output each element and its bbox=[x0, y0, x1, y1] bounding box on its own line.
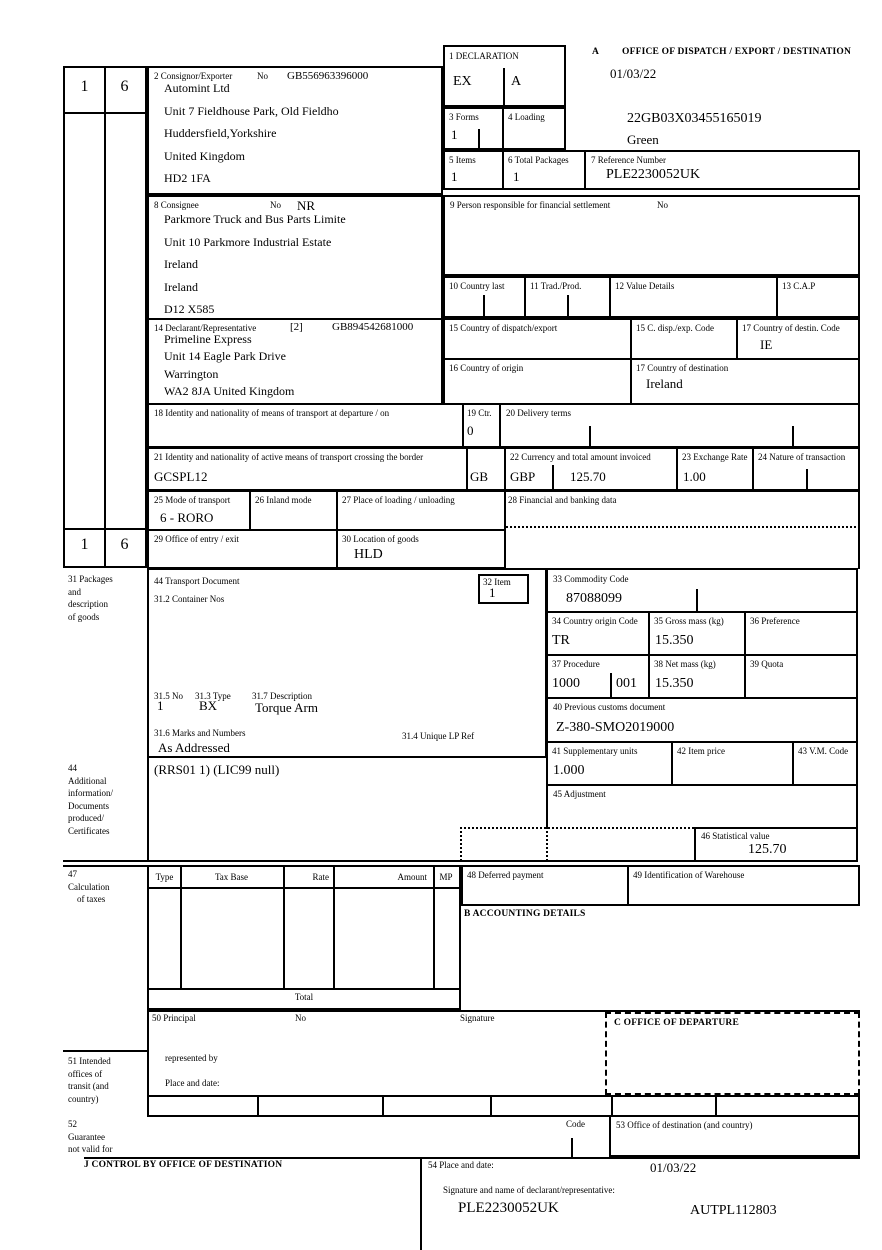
cell-divider bbox=[382, 1097, 384, 1115]
box-19-value: 0 bbox=[467, 423, 474, 438]
box-39-quota bbox=[744, 654, 858, 699]
tax-col-mp: MP bbox=[439, 872, 453, 882]
box-24-nature-transaction bbox=[752, 447, 860, 491]
box-12-value-details bbox=[609, 276, 778, 318]
copy-number-panel bbox=[63, 66, 147, 568]
box-15c-label: 15 C. disp./exp. Code bbox=[636, 323, 714, 333]
address-line: Automint Ltd bbox=[164, 81, 230, 95]
box-34-label: 34 Country origin Code bbox=[552, 616, 638, 626]
box-30-location-goods bbox=[336, 529, 506, 569]
box-17-label: 17 Country of destination bbox=[636, 363, 729, 373]
box-32-label: 32 Item bbox=[483, 577, 511, 587]
box-31-7-label: 31.7 Description bbox=[252, 691, 312, 701]
box-4-label: 4 Loading bbox=[508, 112, 545, 122]
box-7-label: 7 Reference Number bbox=[591, 155, 666, 165]
box-28-financial-banking bbox=[504, 490, 860, 569]
box-14-label: 14 Declarant/Representative bbox=[154, 323, 257, 333]
box-3-label: 3 Forms bbox=[449, 112, 479, 122]
box-29-label: 29 Office of entry / exit bbox=[154, 534, 240, 544]
consignor-address bbox=[164, 81, 339, 194]
tax-total-label: Total bbox=[294, 992, 314, 1002]
address-line: Ireland bbox=[164, 279, 198, 294]
box-47-tax-table bbox=[147, 865, 461, 1010]
box-31-side-label: 31 Packages and description of goods bbox=[68, 574, 113, 622]
tick bbox=[567, 295, 569, 316]
place-date-label: Place and date: bbox=[165, 1078, 220, 1088]
tick bbox=[571, 1138, 573, 1157]
box-31-5-value: 1 bbox=[157, 698, 164, 713]
dispatch-date: 01/03/22 bbox=[610, 66, 657, 81]
section-a-title: OFFICE OF DISPATCH / EXPORT / DESTINATION bbox=[622, 47, 852, 57]
cell-divider bbox=[490, 1097, 492, 1115]
box-46-statistical-value bbox=[694, 827, 858, 862]
col-divider bbox=[433, 867, 435, 988]
box-1-label: 1 DECLARATION bbox=[449, 51, 519, 61]
divider bbox=[503, 68, 505, 105]
copy-number-bottom-left: 1 bbox=[80, 536, 89, 553]
box-17c-value: IE bbox=[760, 337, 773, 352]
dotted-divider bbox=[460, 827, 462, 861]
box-10-label: 10 Country last bbox=[449, 281, 505, 291]
box-31-3-value: BX bbox=[199, 698, 218, 713]
box-27-label: 27 Place of loading / unloading bbox=[342, 495, 455, 505]
header-divider bbox=[149, 887, 459, 889]
box-26-label: 26 Inland mode bbox=[255, 495, 312, 505]
box-35-value: 15.350 bbox=[655, 633, 694, 648]
address-line: Unit 14 Eagle Park Drive bbox=[164, 349, 286, 364]
consignor-eori: GB556963396000 bbox=[287, 70, 369, 82]
address-line: Huddersfield,Yorkshire bbox=[164, 126, 277, 140]
box-17c-destination-code bbox=[736, 318, 860, 360]
box-49-label: 49 Identification of Warehouse bbox=[633, 870, 745, 880]
box-7-reference-number bbox=[584, 150, 860, 190]
box-37-value1: 1000 bbox=[552, 676, 580, 691]
item-section-bottom-rule bbox=[63, 860, 858, 862]
box-43-vm-code bbox=[792, 741, 858, 786]
rule bbox=[420, 1157, 422, 1250]
address-line: D12 X585 bbox=[164, 302, 215, 316]
address-line: Warrington bbox=[164, 366, 219, 381]
box-6-label: 6 Total Packages bbox=[508, 155, 569, 165]
box-33-value: 87088099 bbox=[566, 591, 622, 606]
box-24-label: 24 Nature of transaction bbox=[758, 452, 846, 462]
box-28-label: 28 Financial and banking data bbox=[508, 495, 617, 505]
declaration-type: EX bbox=[453, 74, 472, 89]
box-45-adjustment bbox=[546, 784, 858, 828]
box-48-label: 48 Deferred payment bbox=[467, 870, 544, 880]
box-17-value: Ireland bbox=[646, 376, 683, 391]
box-52-guarantee-label: 52 Guarantee not valid for bbox=[68, 1119, 113, 1155]
tick bbox=[792, 426, 794, 446]
box-22-amount: 125.70 bbox=[570, 469, 606, 484]
box-29-office-entry-exit bbox=[147, 529, 338, 569]
col-divider bbox=[180, 867, 182, 988]
box-13-label: 13 C.A.P bbox=[782, 281, 816, 291]
box-37-procedure bbox=[546, 654, 650, 699]
box-51-transit-cells bbox=[147, 1095, 860, 1117]
box-38-value: 15.350 bbox=[655, 676, 694, 691]
cell-divider bbox=[257, 1097, 259, 1115]
tick bbox=[696, 589, 698, 611]
authorisation-number: AUTPL112803 bbox=[690, 1203, 777, 1218]
tick bbox=[589, 426, 591, 446]
box-45-label: 45 Adjustment bbox=[553, 789, 606, 799]
box-21-identity: GCSPL12 bbox=[154, 469, 208, 484]
address-line: HD2 1FA bbox=[164, 171, 211, 185]
box-2-consignor bbox=[147, 66, 443, 195]
box-11-label: 11 Trad./Prod. bbox=[530, 281, 582, 291]
declarant-eori: GB894542681000 bbox=[332, 321, 414, 333]
box-33-commodity-code bbox=[546, 568, 858, 613]
box-19-label: 19 Ctr. bbox=[467, 408, 492, 418]
total-row-divider bbox=[149, 988, 459, 990]
dotted-divider bbox=[460, 827, 694, 829]
box-20-delivery-terms bbox=[499, 403, 860, 448]
box-27-place-loading bbox=[336, 490, 506, 531]
divider bbox=[104, 68, 106, 566]
represented-by-label: represented by bbox=[165, 1053, 218, 1063]
divider bbox=[610, 673, 612, 697]
box-54-date: 01/03/22 bbox=[650, 1160, 697, 1175]
section-b-title: B ACCOUNTING DETAILS bbox=[464, 909, 586, 919]
box-31-6-label: 31.6 Marks and Numbers bbox=[154, 728, 246, 738]
copy-number-top-right: 6 bbox=[120, 78, 129, 95]
tick bbox=[478, 129, 480, 148]
box-25-mode-transport bbox=[147, 490, 251, 531]
box-8-label: 8 Consignee bbox=[154, 200, 199, 210]
box-16-country-origin bbox=[443, 358, 632, 405]
box-36-label: 36 Preference bbox=[750, 616, 800, 626]
divider bbox=[65, 528, 145, 530]
routing-status: Green bbox=[627, 132, 659, 147]
box-31-3-label: 31.3 Type bbox=[195, 691, 231, 701]
box-19-ctr bbox=[462, 403, 501, 448]
box-53-label: 53 Office of destination (and country) bbox=[616, 1120, 753, 1130]
box-50-signature-label: Signature bbox=[460, 1013, 495, 1023]
box-13-cap bbox=[776, 276, 860, 318]
box-9-label: 9 Person responsible for financial settlement bbox=[450, 200, 611, 210]
box-41-label: 41 Supplementary units bbox=[552, 746, 638, 756]
box-31-5-label: 31.5 No bbox=[154, 691, 183, 701]
box-4-loading bbox=[502, 107, 566, 150]
box-54-signature-label: Signature and name of declarant/representative: bbox=[443, 1185, 615, 1195]
box-21-active-transport bbox=[147, 447, 506, 491]
box-15-label: 15 Country of dispatch/export bbox=[449, 323, 558, 333]
box-2-no-label: No bbox=[257, 71, 268, 81]
rule bbox=[63, 1050, 147, 1052]
box-49-warehouse bbox=[627, 865, 860, 906]
box-48-deferred-payment bbox=[461, 865, 629, 906]
box-37-value2: 001 bbox=[616, 676, 637, 691]
box-38-net-mass bbox=[648, 654, 746, 699]
box-8-consignee bbox=[147, 195, 443, 320]
box-44-side-label: 44 Additional information/ Documents produced/ Certificates bbox=[68, 763, 113, 836]
box-5-label: 5 Items bbox=[449, 155, 476, 165]
box-35-label: 35 Gross mass (kg) bbox=[654, 616, 724, 626]
box-23-exchange-rate bbox=[676, 447, 754, 491]
box-1-declaration bbox=[443, 45, 566, 107]
rule bbox=[63, 865, 147, 867]
box-36-preference bbox=[744, 611, 858, 656]
box-38-label: 38 Net mass (kg) bbox=[654, 659, 716, 669]
mrn-number: 22GB03X03455165019 bbox=[627, 111, 762, 126]
box-50-no-label: No bbox=[295, 1013, 306, 1023]
box-22-currency-amount bbox=[504, 447, 678, 491]
box-22-label: 22 Currency and total amount invoiced bbox=[510, 452, 651, 462]
copy-number-top-left: 1 bbox=[80, 78, 89, 95]
tax-col-amount: Amount bbox=[397, 872, 427, 882]
box-15c-dispatch-code bbox=[630, 318, 738, 360]
address-line: Parkmore Truck and Bus Parts Limite bbox=[164, 212, 346, 226]
box-31-2-label: 31.2 Container Nos bbox=[154, 594, 225, 604]
box-18-transport-departure bbox=[147, 403, 464, 448]
section-a-letter: A bbox=[592, 47, 600, 57]
box-43-label: 43 V.M. Code bbox=[798, 746, 849, 756]
box-37-label: 37 Procedure bbox=[552, 659, 600, 669]
box-21-label: 21 Identity and nationality of active means of transport crossing the border bbox=[154, 452, 424, 462]
box-31-4-label: 31.4 Unique LP Ref bbox=[402, 731, 475, 741]
tick bbox=[483, 295, 485, 316]
box-26-inland-mode bbox=[249, 490, 338, 531]
tax-col-tax-base: Tax Base bbox=[214, 872, 249, 882]
declarant-address bbox=[164, 332, 294, 402]
address-line: Unit 10 Parkmore Industrial Estate bbox=[164, 234, 332, 249]
box-42-label: 42 Item price bbox=[677, 746, 725, 756]
box-18-label: 18 Identity and nationality of means of transport at departure / on bbox=[154, 408, 390, 418]
box-8-no-label: No bbox=[270, 200, 281, 210]
box-3-forms bbox=[443, 107, 504, 150]
section-j-title: J CONTROL BY OFFICE OF DESTINATION bbox=[84, 1160, 283, 1170]
box-23-value: 1.00 bbox=[683, 469, 706, 484]
cell-divider bbox=[715, 1097, 717, 1115]
box-6-total-packages bbox=[502, 150, 586, 190]
box-44-value: (RRS01 1) (LIC99 null) bbox=[154, 762, 280, 777]
box-32-value: 1 bbox=[489, 585, 496, 600]
copy-number-bottom-right: 6 bbox=[120, 536, 129, 553]
consignee-address bbox=[164, 212, 346, 325]
box-21-nationality: GB bbox=[470, 469, 489, 484]
box-11-trad-prod bbox=[524, 276, 611, 318]
section-c-office-departure bbox=[605, 1012, 860, 1095]
box-52-code-label: Code bbox=[566, 1119, 585, 1129]
box-46-label: 46 Statistical value bbox=[701, 831, 770, 841]
box-7-value: PLE2230052UK bbox=[606, 167, 701, 182]
box-47-side-label: 47 Calculation of taxes bbox=[68, 869, 110, 905]
box-23-label: 23 Exchange Rate bbox=[682, 452, 748, 462]
address-line: WA2 8JA United Kingdom bbox=[164, 384, 295, 399]
box-40-previous-document bbox=[546, 697, 858, 743]
box-54-label: 54 Place and date: bbox=[428, 1160, 494, 1170]
representative-code: [2] bbox=[290, 321, 303, 333]
box-51-side-label: 51 Intended offices of transit (and country) bbox=[68, 1056, 111, 1104]
declarant-reference: PLE2230052UK bbox=[458, 1200, 559, 1216]
divider bbox=[65, 112, 145, 114]
box-16-label: 16 Country of origin bbox=[449, 363, 524, 373]
box-46-value: 125.70 bbox=[748, 842, 787, 857]
box-44-doc-label: 44 Transport Document bbox=[154, 576, 240, 586]
box-33-label: 33 Commodity Code bbox=[553, 574, 629, 584]
box-41-supplementary-units bbox=[546, 741, 673, 786]
declaration-subtype: A bbox=[511, 74, 522, 89]
rule bbox=[84, 1157, 860, 1159]
dotted-divider bbox=[506, 526, 856, 528]
box-5-items bbox=[443, 150, 504, 190]
box-30-value: HLD bbox=[354, 547, 383, 562]
box-9-no-label: No bbox=[657, 200, 668, 210]
consignee-eori: NR bbox=[297, 198, 316, 213]
cell-divider bbox=[611, 1097, 613, 1115]
box-30-label: 30 Location of goods bbox=[342, 534, 419, 544]
box-32-item bbox=[478, 574, 529, 604]
address-line: Primeline Express bbox=[164, 332, 252, 346]
box-10-country-last bbox=[443, 276, 526, 318]
box-50-label: 50 Principal bbox=[152, 1013, 196, 1023]
box-5-value: 1 bbox=[451, 169, 458, 184]
box-39-label: 39 Quota bbox=[750, 659, 784, 669]
box-20-label: 20 Delivery terms bbox=[506, 408, 571, 418]
col-divider bbox=[283, 867, 285, 988]
tick bbox=[806, 469, 808, 489]
box-42-item-price bbox=[671, 741, 794, 786]
box-9-financial-settlement bbox=[443, 195, 860, 276]
box-12-label: 12 Value Details bbox=[615, 281, 675, 291]
box-6-value: 1 bbox=[513, 169, 520, 184]
box-31-7-value: Torque Arm bbox=[255, 700, 318, 715]
divider bbox=[552, 465, 554, 489]
box-40-label: 40 Previous customs document bbox=[553, 702, 666, 712]
divider bbox=[466, 449, 468, 489]
box-17-country-destination bbox=[630, 358, 860, 405]
dotted-divider bbox=[546, 827, 548, 861]
address-line: Ireland bbox=[164, 257, 198, 271]
tax-col-type: Type bbox=[155, 872, 174, 882]
box-22-currency: GBP bbox=[510, 469, 536, 484]
box-14-declarant bbox=[147, 318, 443, 405]
box-25-value: 6 - RORO bbox=[160, 510, 214, 525]
tax-col-rate: Rate bbox=[312, 872, 329, 882]
address-line: Unit 7 Fieldhouse Park, Old Fieldho bbox=[164, 103, 339, 118]
box-44-additional-info bbox=[147, 758, 547, 861]
box-17c-label: 17 Country of destin. Code bbox=[742, 323, 840, 333]
address-line: United Kingdom bbox=[164, 148, 245, 163]
col-divider bbox=[333, 867, 335, 988]
box-35-gross-mass bbox=[648, 611, 746, 656]
box-31-6-value: As Addressed bbox=[158, 740, 230, 755]
box-53-office-destination bbox=[609, 1115, 860, 1157]
box-34-value: TR bbox=[552, 633, 570, 648]
box-34-country-origin-code bbox=[546, 611, 650, 656]
box-15-country-dispatch bbox=[443, 318, 632, 360]
box-41-value: 1.000 bbox=[553, 763, 585, 778]
box-40-value: Z-380-SMO2019000 bbox=[556, 720, 675, 735]
section-c-title: C OFFICE OF DEPARTURE bbox=[614, 1018, 739, 1028]
box-2-label: 2 Consignor/Exporter bbox=[154, 71, 233, 81]
box-25-label: 25 Mode of transport bbox=[154, 495, 231, 505]
box-3-value: 1 bbox=[451, 127, 458, 142]
